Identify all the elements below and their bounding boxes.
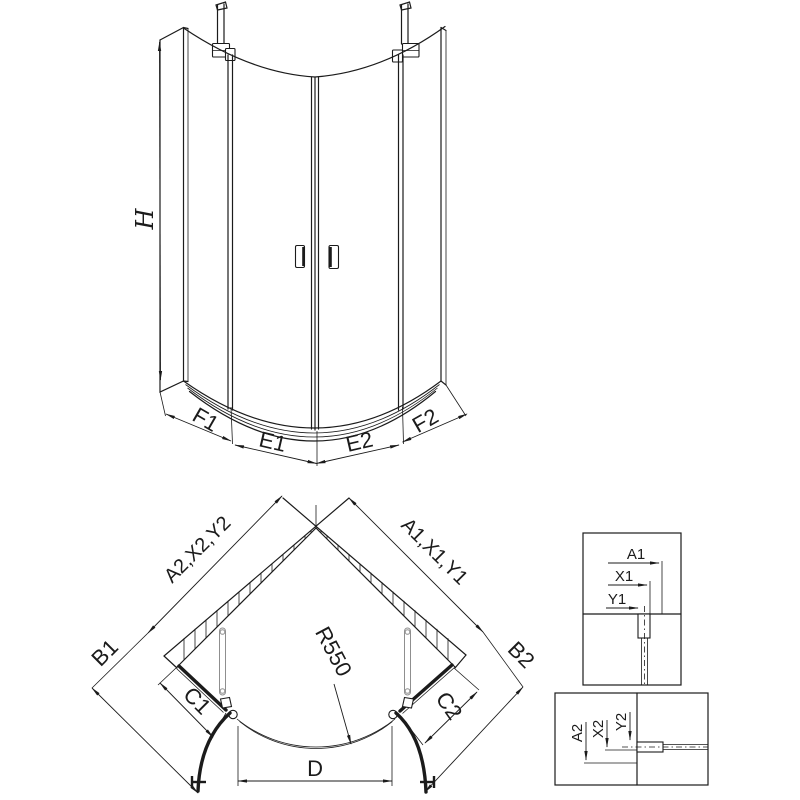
label-c1: C1 <box>178 681 217 720</box>
right-door-open <box>396 713 426 792</box>
dimension-h <box>131 42 161 380</box>
left-side-panel <box>160 28 188 393</box>
right-door-handle-icon <box>329 246 339 269</box>
label-f2: F2 <box>407 403 443 438</box>
label-x1: X1 <box>614 568 634 585</box>
label-a2: A2 <box>569 723 586 743</box>
dimension-x2 <box>590 720 607 747</box>
label-e1: E1 <box>256 426 289 457</box>
left-support-bar-plan <box>220 628 226 695</box>
right-support-bracket <box>393 2 420 62</box>
label-b2: B2 <box>502 636 540 674</box>
label-right-wall: A1,X1,Y1 <box>396 514 472 590</box>
left-door-handle-icon <box>296 246 305 268</box>
label-y2: Y2 <box>613 712 630 732</box>
elevation-view <box>131 2 467 466</box>
dimension-a2 <box>569 722 586 760</box>
label-left-wall: A2,X2,Y2 <box>160 512 236 588</box>
label-x2: X2 <box>590 719 607 739</box>
dimension-y1 <box>606 591 638 608</box>
dimension-a1 <box>608 546 659 563</box>
dimension-f1 <box>160 392 233 444</box>
label-y1: Y1 <box>607 591 627 608</box>
threshold-arc <box>237 719 395 748</box>
dimension-d <box>238 726 392 786</box>
label-e2: E2 <box>343 426 376 457</box>
dimension-y2 <box>613 712 630 740</box>
label-c2: C2 <box>430 687 468 725</box>
label-h: H <box>131 208 159 230</box>
right-side-panel <box>441 28 446 386</box>
door-stiles <box>228 55 403 430</box>
radius-callout <box>310 622 357 744</box>
detail-a1-x1-y1 <box>583 533 681 685</box>
left-door-open <box>198 713 230 791</box>
right-support-bar-plan <box>405 628 411 695</box>
plan-view <box>86 496 539 793</box>
label-f1: F1 <box>188 402 224 437</box>
label-b1: B1 <box>86 634 124 672</box>
label-a1: A1 <box>626 546 646 563</box>
label-radius: R550 <box>310 622 358 681</box>
dimension-f2 <box>403 385 468 444</box>
dimension-b1 <box>86 633 198 793</box>
label-d: D <box>307 756 323 781</box>
dimension-x1 <box>608 568 647 585</box>
detail-a2-x2-y2 <box>555 693 708 785</box>
